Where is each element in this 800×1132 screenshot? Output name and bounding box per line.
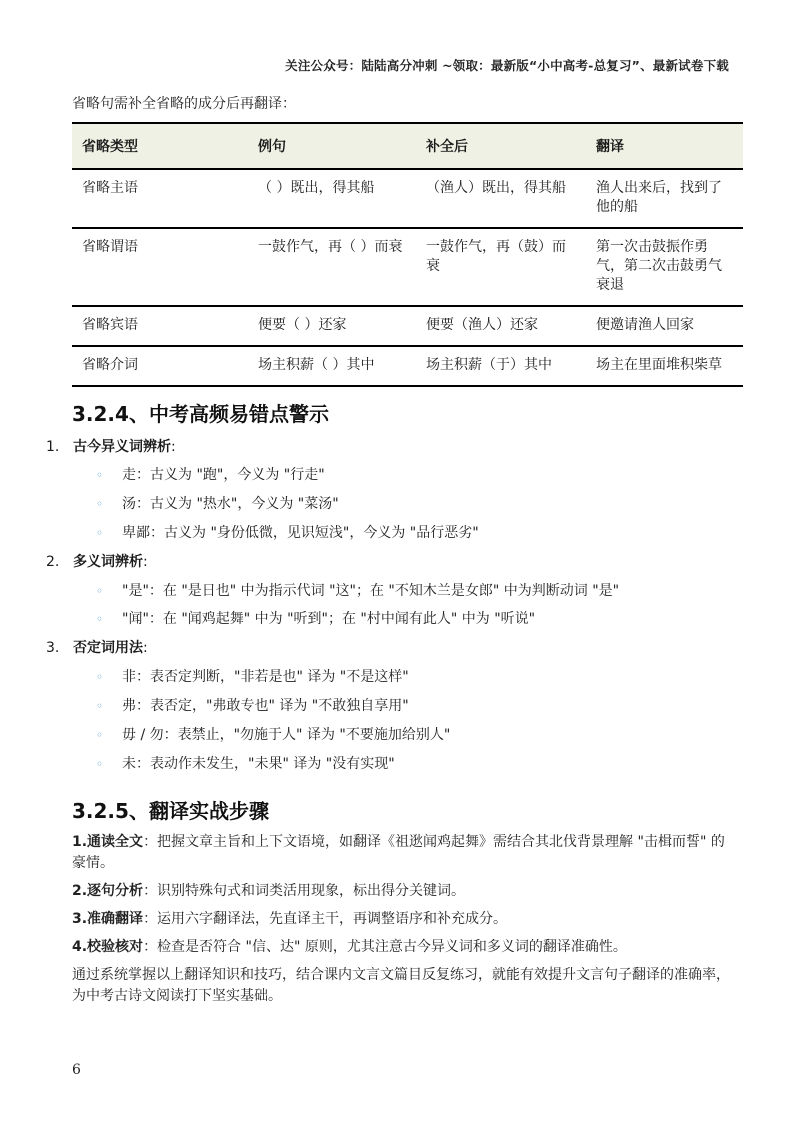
table-cell: 第一次击鼓振作勇气，第二次击鼓勇气衰退 [586,228,743,306]
table-header-cell: 补全后 [416,123,586,169]
step-text: ：检查是否符合 "信、达" 原则，尤其注意古今异义词和多义词的翻译准确性。 [143,939,627,955]
table-cell: 便要（渔人）还家 [416,306,586,346]
section-heading-steps: 3.2.5、翻译实战步骤 [72,799,269,823]
table-cell: 省略介词 [72,346,248,386]
step-label: 2.逐句分析 [72,883,144,899]
table-cell: 场主积薪（于）其中 [416,346,586,386]
bullet-icon: ◦ [96,670,104,684]
table-cell: 一鼓作气，再（ ）而衰 [248,228,416,306]
sub-item [96,608,535,628]
list-colon: : [171,439,176,455]
table-row [72,228,743,306]
sub-item-text: "闻"：在 "闻鸡起舞" 中为 "听到"；在 "村中闻有此人" 中为 "听说" [122,611,536,627]
list-number: 2. [46,554,60,570]
table-cell: （渔人）既出，得其船 [416,169,586,228]
list-colon: : [143,640,148,656]
table-header-cell: 省略类型 [72,123,248,169]
bullet-icon: ◦ [96,699,104,713]
bullet-icon: ◦ [96,526,104,540]
summary-paragraph: 通过系统掌握以上翻译知识和技巧，结合课内文言文篇目反复练习，就能有效提升文言句子翻译的准确率，为中考古诗文阅读打下坚实基础。 [72,967,730,1004]
table-cell: 省略宾语 [72,306,248,346]
table-cell: 便邀请渔人回家 [586,306,743,346]
sub-item [96,493,339,513]
table-cell: 便要（ ）还家 [248,306,416,346]
table-cell: 场主积薪（ ）其中 [248,346,416,386]
sub-item [96,724,450,744]
bullet-icon: ◦ [96,728,104,742]
list-title: 否定词用法 [73,640,143,656]
step-paragraph [72,832,732,874]
sub-item [96,580,619,600]
table-cell: 省略谓语 [72,228,248,306]
sub-item-text: 未：表动作未发生，"未果" 译为 "没有实现" [122,756,395,772]
section-heading-errors: 3.2.4、中考高频易错点警示 [72,402,329,426]
step-text: ：把握文章主旨和上下文语境，如翻译《祖逖闻鸡起舞》需结合其北伐背景理解 "击楫而誓" 的豪情。 [72,834,725,871]
step-text: ：识别特殊句式和词类活用现象，标出得分关键词。 [143,883,466,899]
intro-text: 省略句需补全省略的成分后再翻译： [72,96,296,112]
sub-item-text: 毋 / 勿：表禁止，"勿施于人" 译为 "不要施加给别人" [122,727,451,743]
step-label: 3.准确翻译 [72,911,144,927]
table-row [72,169,743,228]
step-text: ：运用六字翻译法，先直译主干，再调整语序和补充成分。 [143,911,508,927]
step-paragraph [72,909,732,930]
table-cell: 省略主语 [72,169,248,228]
sub-item-text: 非：表否定判断，"非若是也" 译为 "不是这样" [122,669,409,685]
bullet-icon: ◦ [96,497,104,511]
list-item [46,637,148,657]
sub-item-text: 弗：表否定，"弗敢专也" 译为 "不敢独自享用" [122,698,409,714]
list-title: 古今异义词辨析 [73,439,171,455]
step-label: 4.校验核对 [72,939,144,955]
bullet-icon: ◦ [96,612,104,626]
list-number: 3. [46,640,60,656]
table-row [72,346,743,386]
table-cell: 场主在里面堆积柴草 [586,346,743,386]
bullet-icon: ◦ [96,757,104,771]
step-paragraph [72,881,732,902]
table-header-cell: 翻译 [586,123,743,169]
list-item [46,436,176,456]
sub-item [96,464,325,484]
bullet-icon: ◦ [96,584,104,598]
omission-table [72,122,743,387]
step-label: 1.通读全文 [72,834,144,850]
sub-item [96,666,409,686]
page-header: 关注公众号：陆陆高分冲刺 ~领取：最新版“小中高考-总复习”、最新试卷下载 [285,58,729,73]
sub-item [96,695,409,715]
sub-item-text: "是"：在 "是日也" 中为指示代词 "这"；在 "不知木兰是女郎" 中为判断动词 "是" [122,583,620,599]
table-cell: 一鼓作气，再（鼓）而衰 [416,228,586,306]
sub-item-text: 汤：古义为 "热水"，今义为 "菜汤" [122,496,339,512]
step-paragraph [72,937,732,958]
sub-item [96,522,479,542]
sub-item-text: 卑鄙：古义为 "身份低微，见识短浅"，今义为 "品行恶劣" [122,525,479,541]
table-header-cell: 例句 [248,123,416,169]
page-number: 6 [72,1062,81,1078]
list-number: 1. [46,439,60,455]
table-header-row [72,123,743,169]
table-cell: 渔人出来后，找到了他的船 [586,169,743,228]
list-title: 多义词辨析 [73,554,143,570]
table-cell: （ ）既出，得其船 [248,169,416,228]
sub-item [96,753,395,773]
table-row [72,306,743,346]
list-item [46,551,148,571]
bullet-icon: ◦ [96,468,104,482]
sub-item-text: 走：古义为 "跑"，今义为 "行走" [122,467,325,483]
list-colon: : [143,554,148,570]
